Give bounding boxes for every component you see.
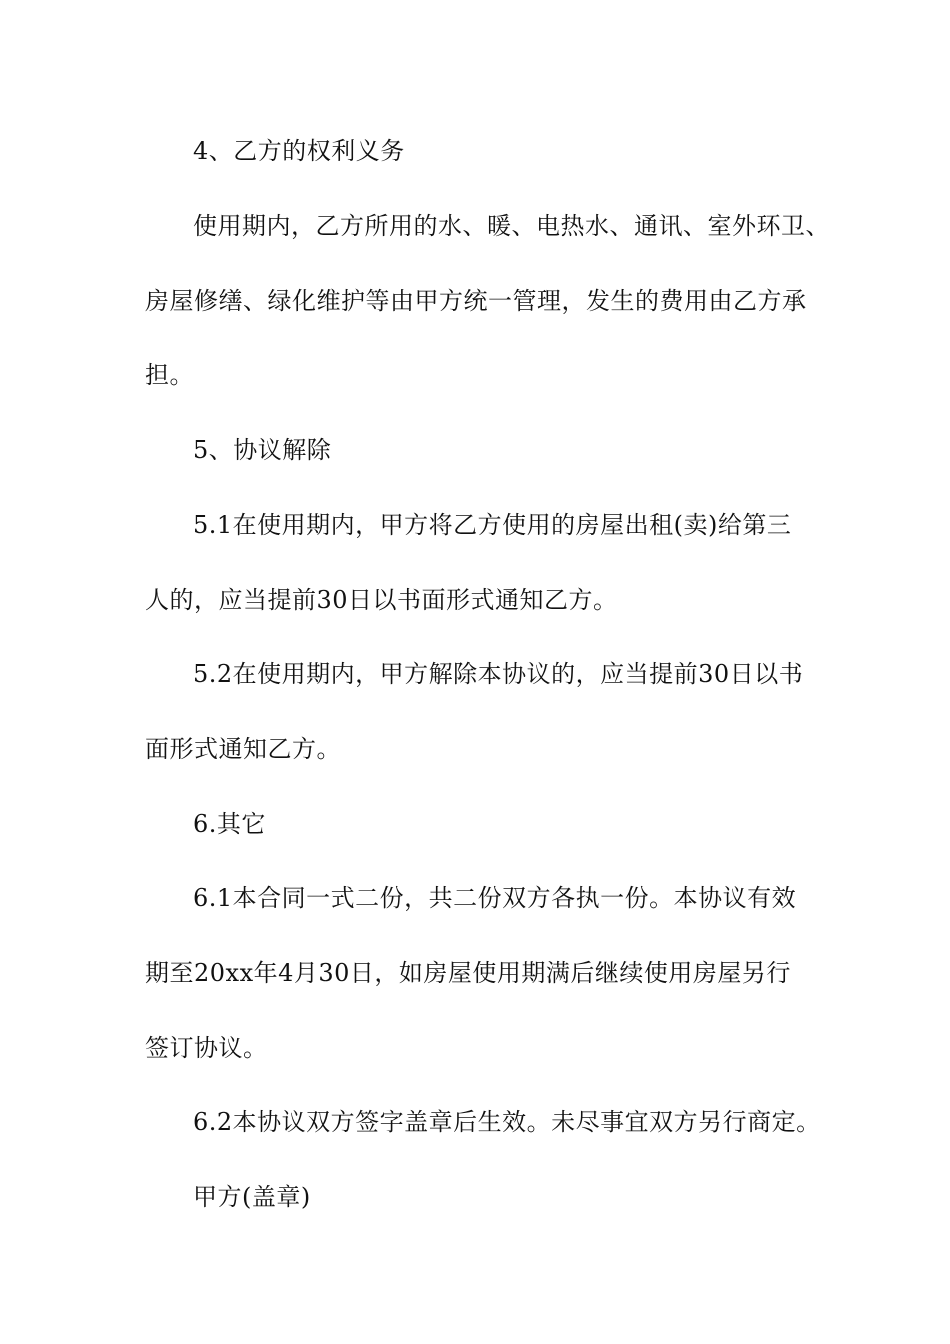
party-a-seal-label: 甲方(盖章) [193,1183,311,1211]
clause-6-1-line-2: 期至20xx年4月30日，如房屋使用期满后继续使用房屋另行 [145,959,791,987]
section-4-paragraph-line-2: 房屋修缮、绿化维护等由甲方统一管理，发生的费用由乙方承 [145,287,807,315]
section-5-heading: 5、协议解除 [193,436,332,464]
clause-5-1-line-2: 人的，应当提前30日以书面形式通知乙方。 [145,586,618,614]
clause-6-1-line-1: 6.1本合同一式二份，共二份双方各执一份。本协议有效 [193,884,797,912]
section-4-paragraph-line-1: 使用期内，乙方所用的水、暖、电热水、通讯、室外环卫、 [193,212,830,240]
section-4-heading: 4、乙方的权利义务 [193,137,405,165]
clause-5-1-line-1: 5.1在使用期内，甲方将乙方使用的房屋出租(卖)给第三 [193,511,792,539]
section-4-paragraph-line-3: 担。 [145,361,194,389]
clause-6-2: 6.2本协议双方签字盖章后生效。未尽事宜双方另行商定。 [193,1108,821,1136]
clause-5-2-line-1: 5.2在使用期内，甲方解除本协议的，应当提前30日以书 [193,660,804,688]
clause-5-2-line-2: 面形式通知乙方。 [145,735,341,763]
clause-6-1-line-3: 签订协议。 [145,1034,268,1062]
section-6-heading: 6.其它 [193,810,266,838]
